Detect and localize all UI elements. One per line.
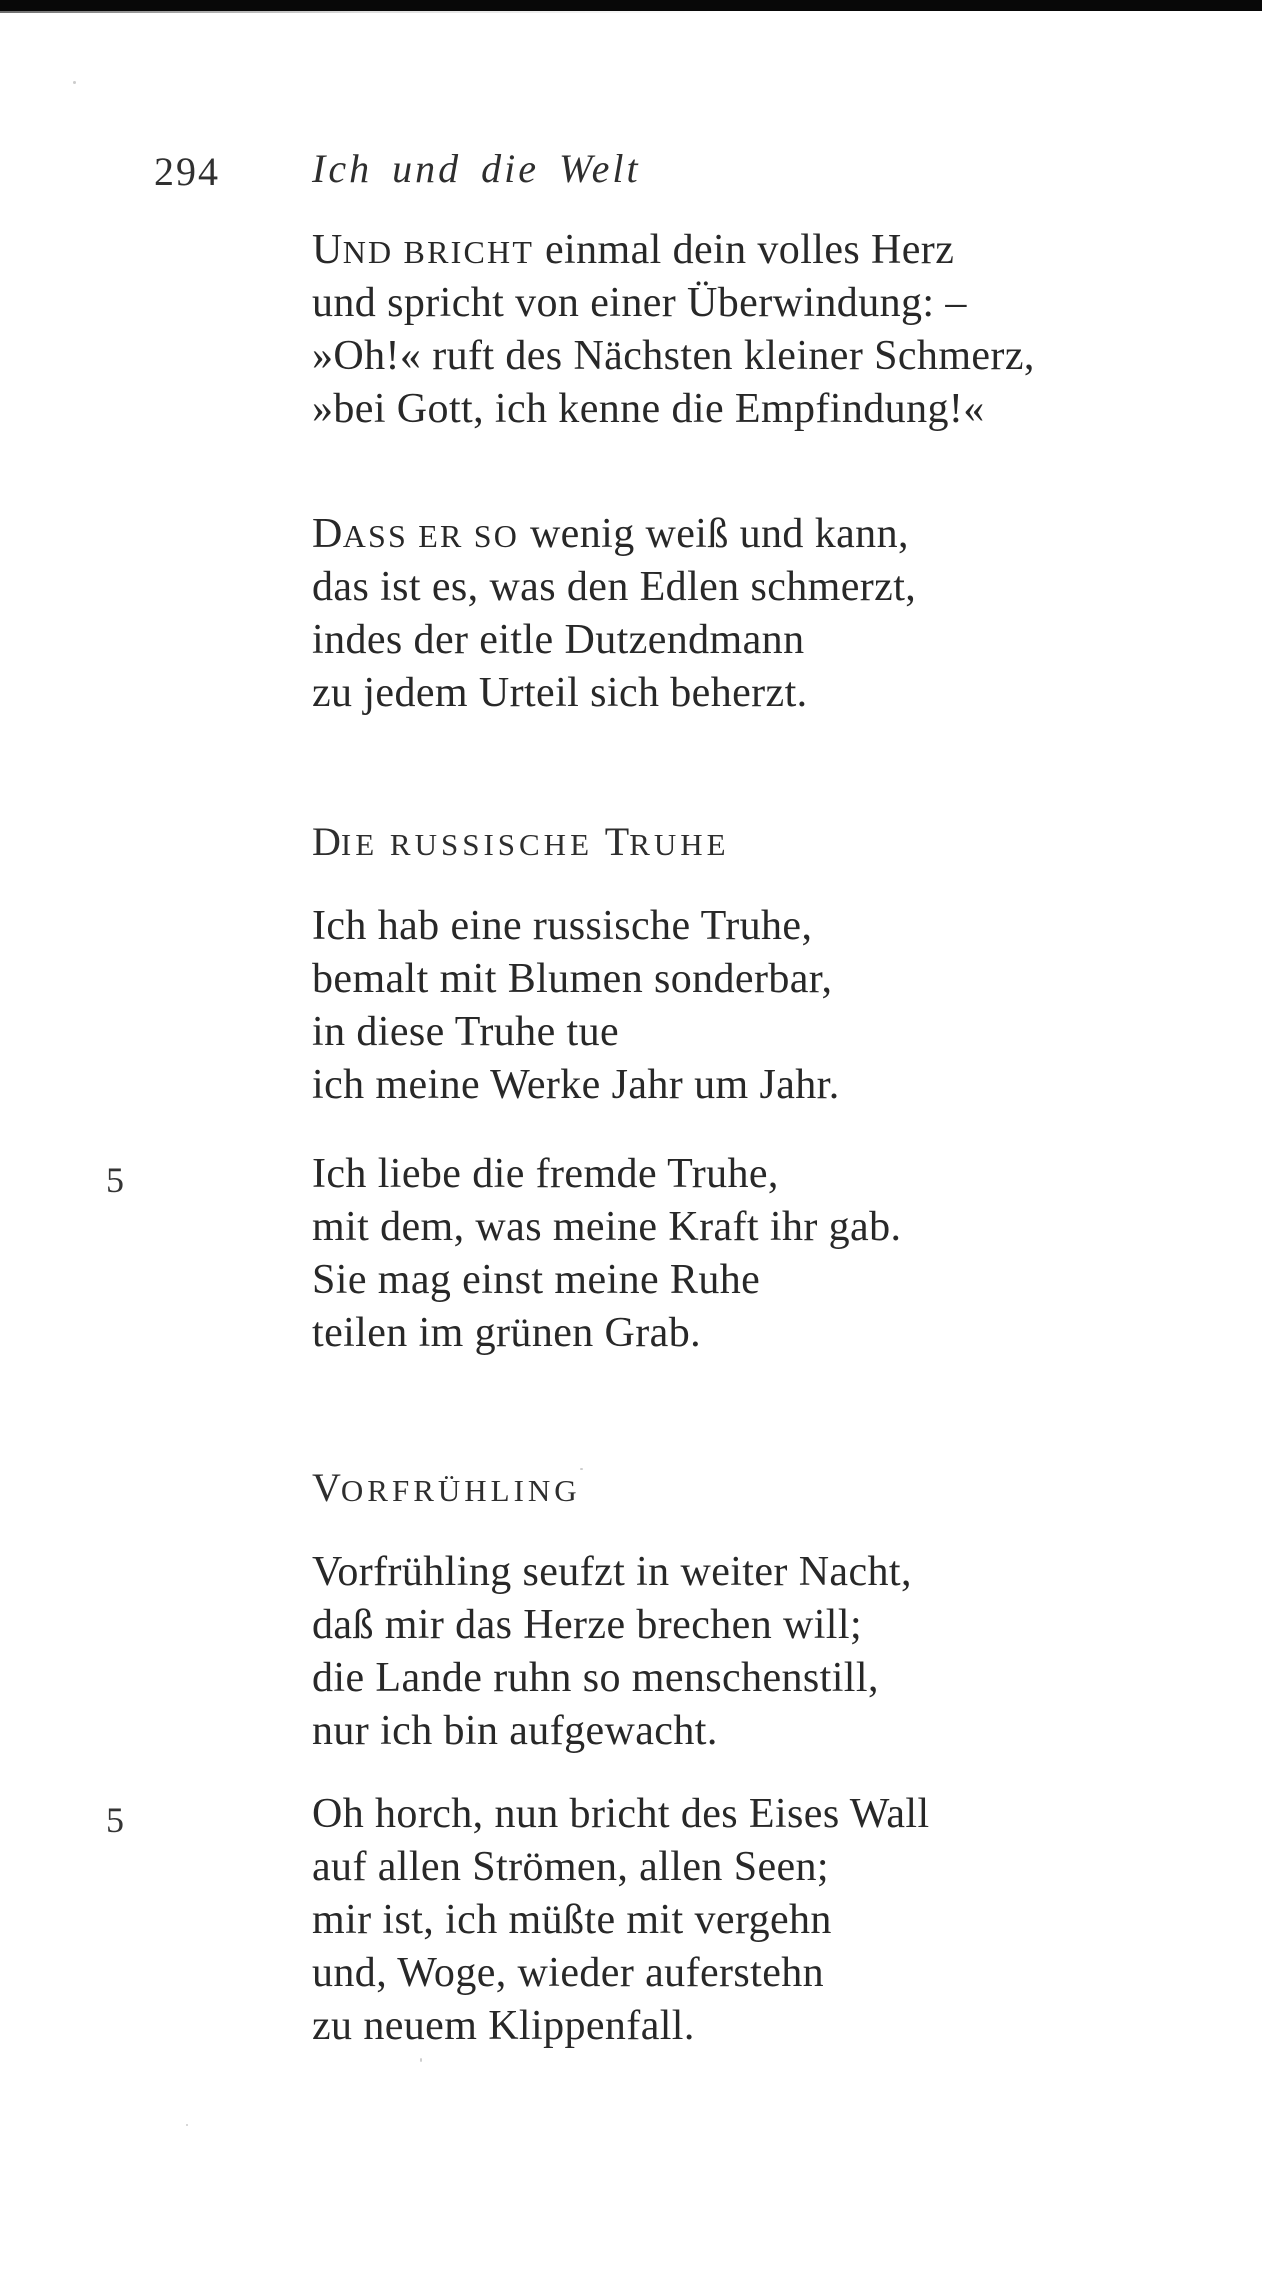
line-number: 5: [106, 1800, 124, 1840]
poem-line: daß mir das Herze brechen will;: [312, 1602, 863, 1648]
poem-line: die Lande ruhn so menschenstill,: [312, 1655, 879, 1701]
poem-line: und, Woge, wieder auferstehn: [312, 1950, 825, 1996]
poem-line: [312, 224, 1035, 277]
poem-line: in diese Truhe tue: [312, 1009, 620, 1055]
poem-line: und spricht von einer Überwindung: –: [312, 280, 967, 326]
scan-edge-bar: [0, 0, 1262, 11]
poem-line: Oh horch, nun bricht des Eises Wall: [312, 1791, 930, 1837]
heading-small-caps: RUHE: [629, 827, 730, 862]
poem-line: »Oh!« ruft des Nächsten kleiner Schmerz,: [312, 333, 1035, 379]
stanza: [312, 900, 840, 1112]
poem-line: Sie mag einst meine Ruhe: [312, 1257, 761, 1303]
poem-line: nur ich bin aufgewacht.: [312, 1708, 718, 1754]
lead-cap: U: [312, 227, 343, 273]
line-number: 5: [106, 1160, 124, 1200]
small-caps-run: ND BRICHT: [342, 234, 535, 270]
poem-line: bemalt mit Blumen sonderbar,: [312, 956, 833, 1002]
stanza: [312, 1546, 912, 1758]
scan-speck: [73, 81, 76, 84]
heading-lead-cap: T: [604, 819, 630, 864]
poem-line: Vorfrühling seufzt in weiter Nacht,: [312, 1549, 912, 1595]
scan-speck: [420, 2058, 422, 2062]
poem-line: »bei Gott, ich kenne die Empfindung!«: [312, 386, 985, 432]
heading-lead-cap: V: [312, 1465, 341, 1510]
heading-lead-cap: D: [312, 819, 341, 864]
line-text: wenig weiß und kann,: [519, 511, 909, 557]
poem-heading: [312, 1464, 581, 1511]
heading-small-caps: ORFRÜHLING: [340, 1473, 581, 1508]
poem-line: Ich hab eine russische Truhe,: [312, 903, 813, 949]
scan-speck: [580, 1468, 583, 1470]
poem-line: teilen im grünen Grab.: [312, 1310, 702, 1356]
poem-line: mir ist, ich müßte mit vergehn: [312, 1897, 832, 1943]
stanza: [312, 508, 916, 720]
running-header: Ich und die Welt: [312, 146, 641, 191]
page-number: 294: [154, 149, 220, 194]
poem-heading: [312, 818, 730, 865]
stanza: [312, 1148, 901, 1360]
poem-line: zu jedem Urteil sich beherzt.: [312, 670, 808, 716]
stanza: [312, 224, 1035, 436]
poem-line: mit dem, was meine Kraft ihr gab.: [312, 1204, 902, 1250]
line-text: einmal dein volles Herz: [534, 227, 955, 273]
stanza: [312, 1788, 930, 2053]
scan-speck: [186, 2124, 188, 2126]
poem-line: ich meine Werke Jahr um Jahr.: [312, 1062, 840, 1108]
poem-line: zu neuem Klippenfall.: [312, 2003, 695, 2049]
poem-line: indes der eitle Dutzendmann: [312, 617, 805, 663]
small-caps-run: ASS ER SO: [342, 518, 520, 554]
poem-line: [312, 508, 916, 561]
poem-line: das ist es, was den Edlen schmerzt,: [312, 564, 917, 610]
poem-line: auf allen Strömen, allen Seen;: [312, 1844, 830, 1890]
heading-small-caps: IE RUSSISCHE: [340, 827, 605, 862]
poem-line: Ich liebe die fremde Truhe,: [312, 1151, 779, 1197]
lead-cap: D: [312, 511, 343, 557]
